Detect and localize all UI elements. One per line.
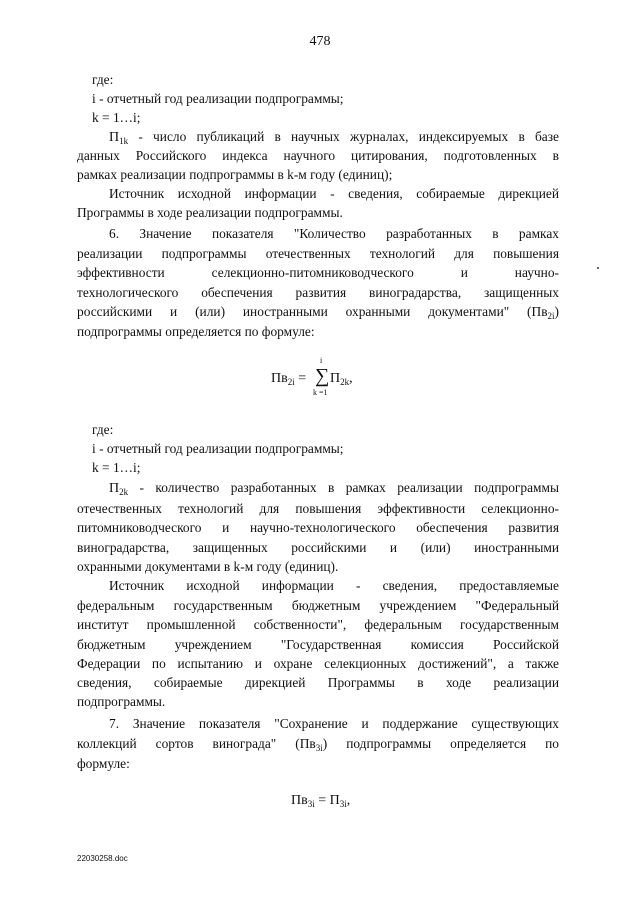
k-range-2: k = 1…i;	[92, 460, 141, 475]
p1k-line-2: данных Российского индекса научного цитирования, подготовленных в	[77, 148, 559, 163]
page-number: 478	[309, 34, 331, 49]
p1k-subscript: 1k	[119, 136, 129, 146]
footer-file-code: 22030258.doc	[77, 854, 128, 863]
source-2-line-3: институт промышленной собственности", федеральным государственным	[77, 617, 559, 632]
p2k-line-2: отечественных технологий для повышения эффективности селекционно-	[77, 501, 559, 516]
item7-line-2-text: коллекций сортов винограда" (Пв	[77, 736, 316, 751]
item7-line-2	[77, 734, 559, 753]
i-definition-1: i - отчетный год реализации подпрограммы;	[92, 91, 344, 106]
p2k-text: - количество разработанных в рамках реализации подпрограммы	[139, 480, 560, 495]
p2k-definition	[109, 478, 559, 498]
source-2-line-4: бюджетным учреждением "Государственная комиссия Российской	[77, 637, 559, 652]
item6-line-5	[77, 302, 559, 321]
i-definition-2: i - отчетный год реализации подпрограммы;	[92, 441, 344, 456]
item6-line-6: подпрограммы определяется по формуле:	[77, 324, 315, 339]
sum-lower-limit: k =1	[313, 388, 328, 397]
source-1-line-1: Источник исходной информации - сведения, собираемые дирекцией	[109, 186, 559, 201]
sigma-symbol: ∑	[315, 365, 330, 387]
p1k-line-3: рамках реализации подпрограммы в k-м году (единиц);	[77, 167, 393, 182]
p1k-symbol: П	[109, 130, 120, 145]
formula-1-lhs: $Пв_{2i}$ =	[271, 371, 307, 387]
item6-line-3: эффективности селекционно-питомниководческого и научно-	[77, 265, 559, 280]
source-2-line-6: сведения, собираемые дирекцией Программы в ходе реализации	[77, 675, 559, 690]
p2k-subscript: 2k	[119, 487, 129, 497]
p1k-text: - число публикаций в научных журналах, индексируемых в базе	[138, 129, 559, 144]
item7-line-2-subscript: 3i	[315, 743, 323, 753]
p1k-definition	[109, 127, 559, 147]
item6-line-4: технологического обеспечения развития виноградарства, защищенных	[77, 285, 559, 300]
item6-line-5-text: российскими и (или) иностранными охранными документами" (Пв	[77, 304, 548, 319]
source-2-line-7: подпрограммы.	[77, 694, 166, 709]
p2k-line-5: охранными документами в k-м году (единиц).	[77, 559, 339, 574]
scan-speck	[597, 267, 599, 269]
item6-line-5-close: )	[554, 304, 559, 319]
p2k-symbol: П	[109, 481, 120, 496]
where-label-2: где:	[92, 422, 114, 437]
item6-line-5-subscript: 2i	[547, 311, 555, 321]
formula-pv3i: $Пв_{3i} = П_{3i}$,	[291, 793, 351, 809]
item6-line-2: реализации подпрограммы отечественных технологий для повышения	[77, 246, 559, 261]
p2k-line-3: питомниководческого и научно-технологического обеспечения развития	[77, 520, 559, 535]
source-2-line-5: Федерации по испытанию и охране селекционных достижений", а также	[77, 656, 559, 671]
item6-line-1: 6. Значение показателя "Количество разработанных в рамках	[109, 226, 559, 241]
source-1-line-2: Программы в ходе реализации подпрограммы.	[77, 205, 343, 220]
k-range-1: k = 1…i;	[92, 110, 141, 125]
item7-line-2-rest: ) подпрограммы определяется по	[322, 736, 559, 751]
formula-1-term: $П_{2k}$,	[330, 371, 353, 387]
sum-upper-limit: i	[320, 356, 323, 365]
p2k-line-4: виноградарства, защищенных российскими и (или) иностранными	[77, 540, 559, 555]
source-2-line-2: федеральным государственным бюджетным учреждением "Федеральный	[77, 598, 559, 613]
item7-line-3: формуле:	[77, 756, 130, 771]
source-2-line-1: Источник исходной информации - сведения, предоставляемые	[109, 578, 559, 593]
item7-line-1: 7. Значение показателя "Сохранение и поддержание существующих	[109, 716, 559, 731]
where-label-1: где:	[92, 72, 114, 87]
